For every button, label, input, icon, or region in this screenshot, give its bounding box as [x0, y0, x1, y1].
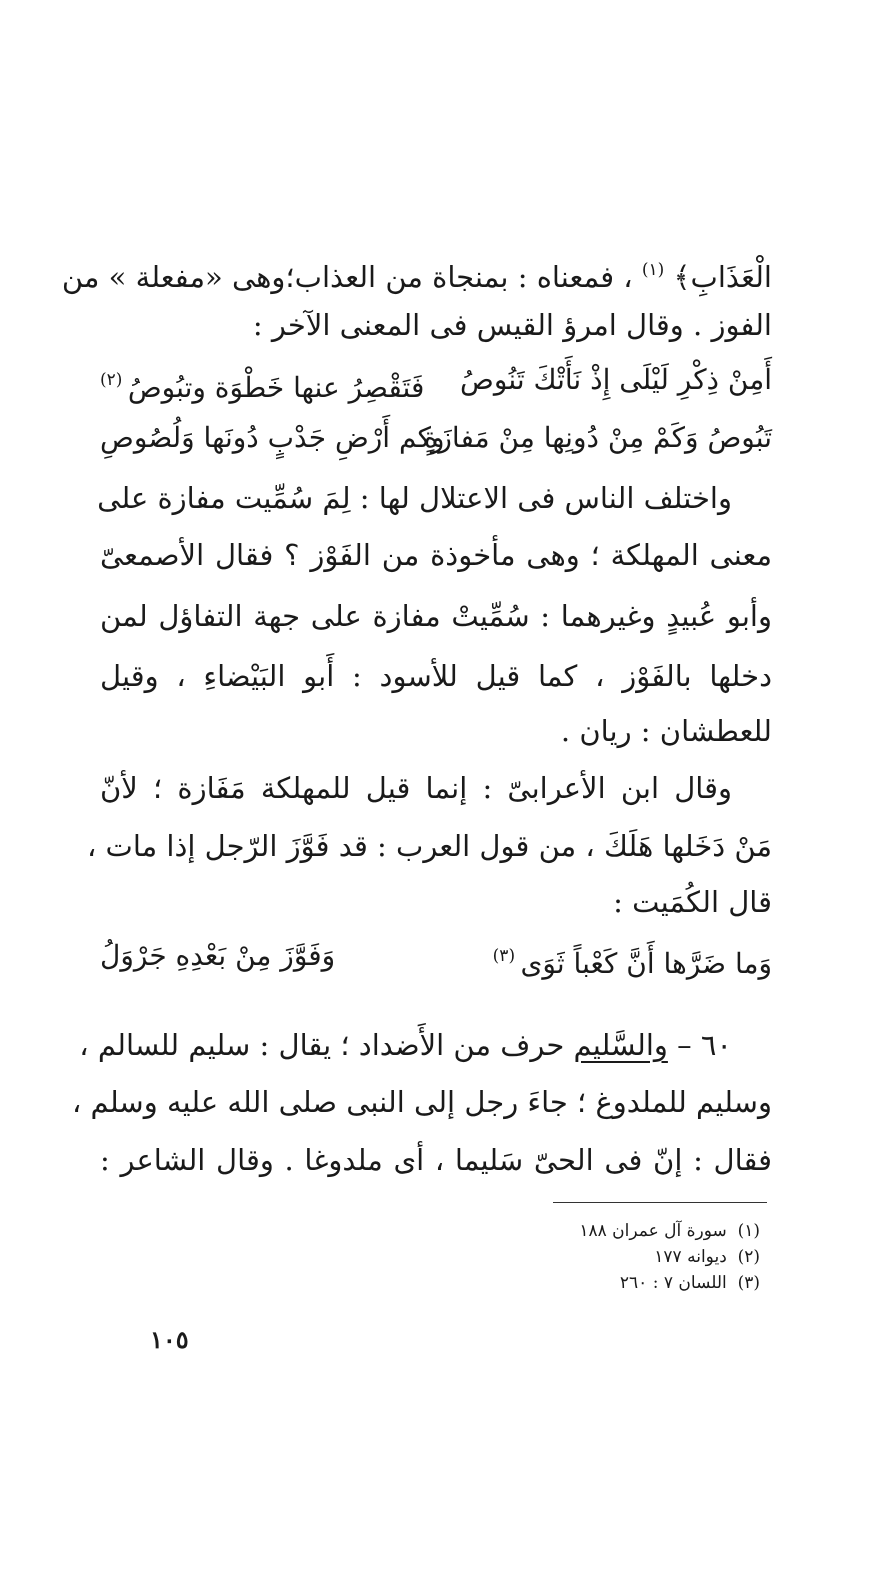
text-line: دخلها بالفَوْز ، كما قيل للأسود : أَبو البَيْضاءِ ، وقيل: [100, 659, 772, 693]
footnote-text: اللسان ٧ : ٢٦٠: [619, 1273, 727, 1293]
verse-line: [100, 418, 772, 458]
hemistich-text: وَما ضَرَّها أَنَّ كَعْباً ثَوَى: [520, 947, 772, 980]
footnote-marker: (٢): [100, 370, 128, 390]
text-line: قال الكُمَيت :: [613, 885, 772, 919]
text-line: وسليم للملدوغ ؛ جاءَ رجل إلى النبى صلى الله عليه وسلم ،: [71, 1085, 772, 1119]
text-line: وأبو عُبيدٍ وغيرهما : سُمِّيتْ مفازة على جهة التفاؤل لمن: [100, 599, 772, 633]
verse-hemistich-second: وكم أَرْضِ جَدْبٍ دُونَها وَلُصُوصِ: [100, 421, 445, 454]
hemistich-text: فَتَقْصِرُ عنها خَطْوَة وتبُوصُ: [127, 371, 425, 404]
entry-headword: والسَّليم: [573, 1028, 668, 1062]
footnote-text: ديوانه ١٧٧: [654, 1247, 727, 1267]
verse-hemistich-first: أَمِنْ ذِكْرِ لَيْلَى إِذْ نَأَتْكَ تَنُوصُ: [460, 363, 772, 396]
text-line: مَنْ دَخَلها هَلَكَ ، من قول العرب : قد فَوَّزَ الرّجل إذا مات ،: [86, 829, 772, 863]
footnote-text: سورة آل عمران ١٨٨: [579, 1221, 727, 1241]
text-line: [61, 250, 772, 297]
verse-hemistich-second: وَفَوَّزَ مِنْ بَعْدِهِ جَرْوَلُ: [100, 939, 336, 972]
text-line: وقال ابن الأعرابىّ : إنما قيل للمهلكة مَفَازة ؛ لأنّ: [100, 771, 732, 805]
footnote-mark: (١): [737, 1221, 760, 1241]
text-line: معنى المهلكة ؛ وهى مأخوذة من الفَوْز ؟ فقال الأصمعىّ: [100, 538, 772, 572]
footnote-mark: (٢): [737, 1247, 760, 1267]
text-line: فقال : إنّ فى الحىّ سَليما ، أى ملدوغا . وقال الشاعر :: [100, 1143, 772, 1177]
verse-line: [100, 936, 772, 980]
verse-line: [100, 360, 772, 404]
footnote: [470, 1220, 760, 1242]
verse-hemistich-second: [100, 360, 424, 408]
footnote-divider: [553, 1202, 767, 1203]
page-number: ١٠٥: [150, 1325, 189, 1354]
footnote-marker: (١): [641, 260, 665, 280]
footnote-marker: (٣): [492, 946, 521, 966]
text-fragment: ، فمعناه : بمنجاة من العذاب؛وهى «مفعلة » من: [61, 260, 642, 294]
verse-hemistich-first: تَبُوصُ وَكَمْ مِنْ دُونِها مِنْ مَفازَةٍ: [423, 421, 772, 454]
verse-hemistich-first: [493, 936, 772, 984]
text-line: واختلف الناس فى الاعتلال لها : لِمَ سُمِّيت مفازة على: [97, 481, 732, 515]
text-fragment: حرف من الأَضداد ؛ يقال : سليم للسالم ،: [79, 1028, 574, 1062]
text-line: للعطشان : ريان .: [560, 714, 772, 748]
text-fragment: الْعَذَابِ﴾: [664, 260, 772, 294]
footnote: [470, 1272, 760, 1294]
text-line: [79, 1025, 732, 1065]
entry-number: ٦٠ –: [667, 1028, 732, 1062]
footnote: [470, 1246, 760, 1268]
footnote-mark: (٣): [737, 1273, 760, 1293]
text-line: الفوز . وقال امرؤ القيس فى المعنى الآخر :: [252, 308, 772, 342]
